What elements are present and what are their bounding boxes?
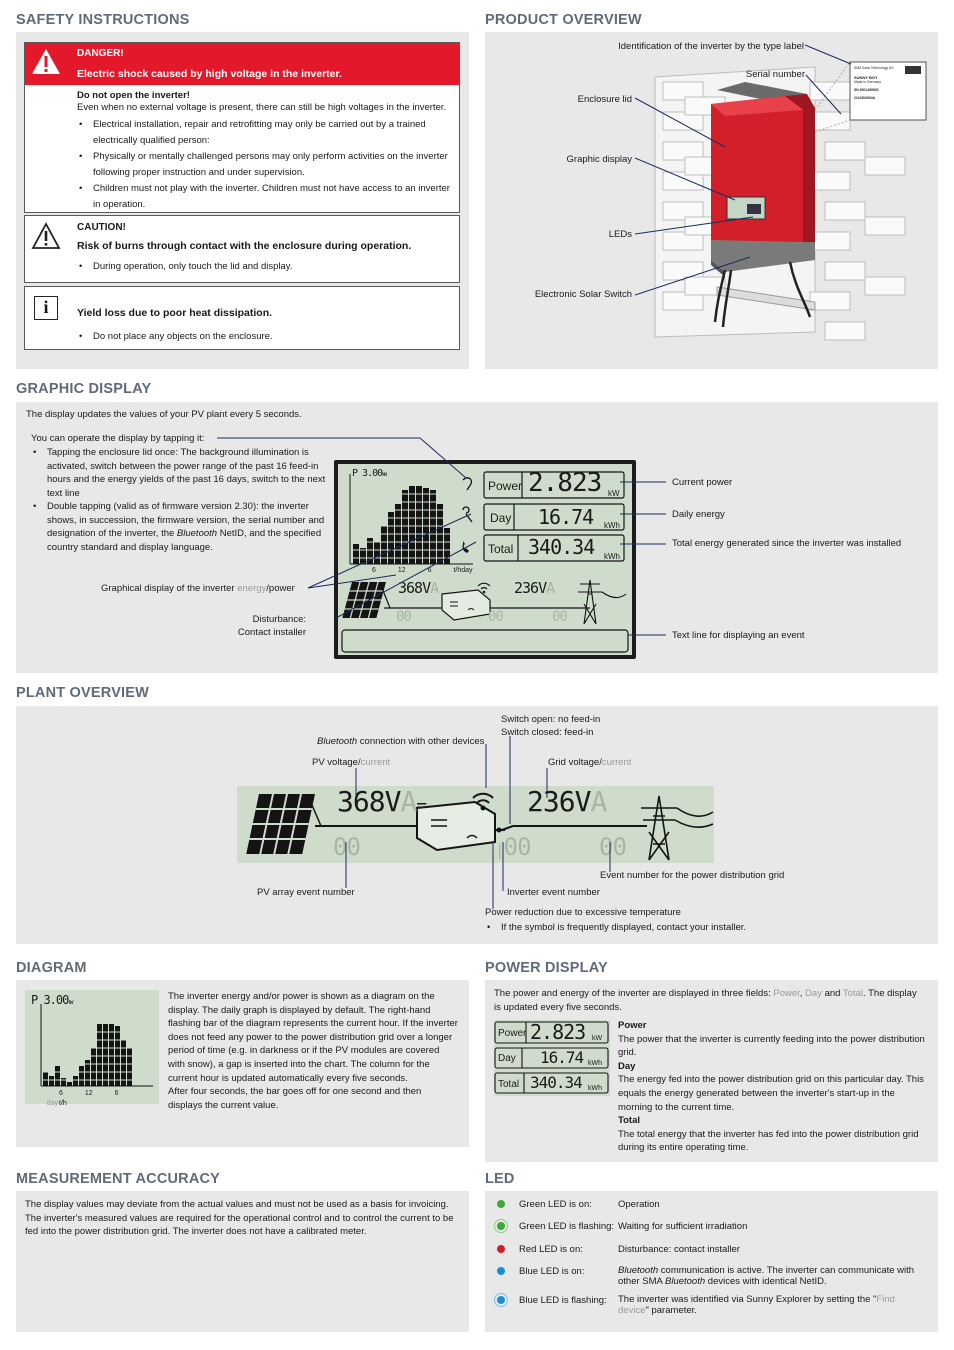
power-descriptions: [618, 1019, 930, 1155]
section-title-product: PRODUCT OVERVIEW: [485, 12, 642, 28]
measurement-panel: [16, 1191, 469, 1332]
label-grid-event: Event number for the power distribution grid: [600, 870, 785, 881]
label-disturbance: Disturbance: Contact installer: [237, 614, 306, 639]
label-switch-closed: Switch closed: feed-in: [501, 727, 594, 738]
diagram-x-axis: 6 12 6 t/hday: [46, 1090, 119, 1107]
power-lcd-total-value: 340.34: [530, 1073, 582, 1092]
display-grid-voltage: 236VA: [514, 579, 555, 597]
display-inverter-event: 00: [488, 609, 503, 625]
diagram-scale: P 3.00kW: [31, 993, 73, 1007]
display-day-unit: kWh: [604, 521, 620, 530]
danger-label: DANGER!: [77, 48, 124, 59]
plant-pv-voltage: 368VA=: [337, 785, 427, 818]
total-desc: The total energy that the inverter has fed into the power distribution grid during its entire operating time.: [618, 1128, 919, 1154]
caution-headline: Risk of burns through contact with the enclosure during operation.: [77, 240, 412, 252]
plant-grid-voltage: 236VA: [527, 785, 607, 818]
list-item: • Double tapping (valid as of firmware version 2.30): the inverter shows, in succession, the firmware version, the serial number and designation of the inverter, the Bluetooth NetID, and the specified country standard and display language.: [31, 500, 329, 554]
safety-panel: [16, 32, 469, 369]
danger-headline: Electric shock caused by high voltage in the inverter.: [77, 68, 342, 80]
label-graphical-display: Graphical display of the inverter energy/power: [101, 583, 295, 594]
power-lcd-power-label: Power: [498, 1028, 527, 1039]
plant-temp-list: [485, 921, 746, 934]
label-leds: LEDs: [608, 229, 632, 240]
list-item: • Electrical installation, repair and retrofitting may only be carried out by a trained electrically qualified person:: [77, 117, 457, 149]
label-pv-voltage: PV voltage/current: [312, 757, 391, 768]
green-led-flashing-icon: [497, 1222, 505, 1230]
label-serial-number: Serial number: [745, 69, 805, 80]
danger-intro: Even when no external voltage is present, there can still be high voltages in the inverter.: [77, 102, 447, 113]
display-day-value: 16.74: [538, 505, 594, 529]
power-lcd-total-unit: kWh: [588, 1085, 602, 1092]
danger-header: [25, 43, 459, 85]
graphic-operate: You can operate the display by tapping it:: [31, 433, 205, 444]
display-pv-event: 00: [396, 609, 411, 625]
list-item: • If the symbol is frequently displayed, contact your installer.: [485, 921, 746, 934]
notice-box: [24, 286, 460, 350]
graphic-panel: [16, 402, 938, 673]
label-total-energy: Total energy generated since the inverter was installed: [672, 538, 902, 549]
list-item: • Physically or mentally challenged persons may only perform activities on the inverter following proper instruction and under supervision.: [77, 149, 457, 181]
warning-icon: [31, 48, 61, 76]
green-led-icon: [497, 1200, 505, 1208]
section-title-graphic: GRAPHIC DISPLAY: [16, 381, 152, 397]
label-inverter-event: Inverter event number: [507, 887, 600, 898]
power-lcd-day-value: 16.74: [540, 1048, 584, 1067]
led-row-blue-on: Blue LED is on: Bluetooth communication is active. The inverter can communicate with other SMA Bluetooth devices with identical NetID.: [497, 1265, 927, 1289]
power-lcd-day-label: Day: [498, 1053, 516, 1064]
section-title-plant: PLANT OVERVIEW: [16, 685, 150, 701]
plant-callout-lines: [16, 706, 938, 944]
display-pv-voltage: 368VA: [398, 579, 439, 597]
label-enclosure-lid: Enclosure lid: [577, 94, 632, 105]
diagram-lcd: [25, 990, 159, 1107]
danger-subhead: Do not open the inverter!: [77, 90, 190, 101]
display-total-value: 340.34: [528, 535, 595, 559]
power-lcd: [494, 1020, 610, 1096]
label-grid-voltage: Grid voltage/current: [548, 757, 632, 768]
label-bluetooth-connection: Bluetooth connection with other devices: [317, 736, 485, 747]
label-switch-open: Switch open: no feed-in: [501, 714, 601, 725]
caution-icon: [31, 222, 61, 250]
list-item: • Children must not play with the inverter. Children must not have access to an inverter in operation.: [77, 181, 457, 213]
label-pv-array-event: PV array event number: [257, 887, 355, 898]
label-graphic-display: Graphic display: [566, 154, 632, 165]
display-power-unit: kW: [608, 489, 620, 498]
plant-inverter-event: |00: [495, 833, 531, 861]
display-total-label: Total: [488, 542, 514, 556]
label-electronic-solar-switch: Electronic Solar Switch: [534, 289, 632, 300]
label-daily-energy: Daily energy: [672, 509, 725, 520]
section-title-diagram: DIAGRAM: [16, 960, 87, 976]
label-power-reduction: Power reduction due to excessive temperature: [485, 907, 681, 918]
day-term: Day: [618, 1060, 636, 1072]
section-title-measurement: MEASUREMENT ACCURACY: [16, 1171, 221, 1187]
display-grid-event: 00: [552, 609, 567, 625]
display-x-axis: 6 12 6 t/hday: [372, 567, 473, 574]
total-term: Total: [618, 1115, 640, 1127]
caution-label: CAUTION!: [77, 222, 126, 233]
notice-headline: Yield loss due to poor heat dissipation.: [77, 307, 273, 319]
danger-box: [24, 42, 460, 213]
power-intro: The power and energy of the inverter are displayed in three fields: Power, Day and Total. The display is updated every five seconds.: [494, 988, 917, 1013]
display-total-unit: kWh: [604, 552, 620, 561]
power-lcd-total-label: Total: [498, 1079, 520, 1090]
list-item: • Tapping the enclosure lid once: The background illumination is activated, switch between the power range of the past 16 feed-in hours and the energy yields of the past 16 days, switch to the next text line: [31, 446, 329, 500]
led-panel: Green LED is on: Operation Green LED is flashing: Waiting for sufficient irradiation Red LED is on: Disturbance: contact installer Blue LED is on: Bluetooth communication is active. The inverter can communicate with other SMA Bluetooth devices with identical NetID. Blue LED is flashing: The inverter was identified via Sunny Explorer by setting the "Find device" parameter.: [485, 1191, 938, 1332]
notice-list: [77, 330, 273, 343]
caution-box: [24, 215, 460, 283]
graphic-intro: The display updates the values of your PV plant every 5 seconds.: [26, 409, 302, 420]
red-led-icon: [497, 1245, 505, 1253]
list-item: • Do not place any objects on the enclosure.: [77, 330, 273, 343]
display-scale: P 3.00kW: [352, 468, 387, 479]
power-lcd-power-unit: kW: [592, 1035, 603, 1042]
power-lcd-power-value: 2.823: [530, 1020, 586, 1044]
display-day-label: Day: [490, 511, 512, 525]
list-item: • During operation, only touch the lid and display.: [77, 260, 292, 273]
display-power-label: Power: [488, 479, 523, 493]
power-panel: [485, 980, 938, 1162]
day-desc: The energy fed into the power distribution grid on this particular day. This equals the energy generated between the inverter's start-up in the morning to the current time.: [618, 1074, 924, 1113]
led-row-blue-flashing: Blue LED is flashing: The inverter was identified via Sunny Explorer by setting the "Find device" parameter.: [497, 1294, 927, 1318]
danger-list: [77, 117, 457, 213]
label-type-label: Identification of the inverter by the type label: [618, 41, 804, 52]
plant-grid-event: 00: [599, 833, 626, 861]
caution-list: [77, 260, 292, 273]
plant-pv-event: 00: [333, 833, 360, 861]
label-current-power: Current power: [672, 477, 733, 488]
display-power-value: 2.823: [528, 468, 602, 498]
blue-led-icon: [497, 1267, 505, 1275]
plant-panel: [16, 706, 938, 944]
power-lcd-day-unit: kWh: [588, 1060, 602, 1067]
power-term: Power: [618, 1020, 647, 1031]
section-title-power: POWER DISPLAY: [485, 960, 608, 976]
label-text-line: Text line for displaying an event: [672, 630, 805, 641]
power-desc: The power that the inverter is currently feeding into the power distribution grid.: [618, 1033, 925, 1059]
diagram-panel: [16, 980, 469, 1147]
diagram-text: The inverter energy and/or power is shown as a diagram on the display. The daily graph is displayed by default. The right-hand flashing bar of the diagram represents the current hour. If the inverter does not feed any power to the power distribution grid over a longer period of time (e.g. in darkness or if the PV modules are covered with snow), a gap is inserted into the chart. The column for the current hour is updated automatically every five seconds. After four seconds, the bar goes off for one second and then displays the current value.: [168, 991, 458, 1111]
section-title-safety: SAFETY INSTRUCTIONS: [16, 12, 190, 28]
type-label-text: SMA Solar Technology AG SUNNY BOY Made in Germany SN 2001459520 2110304934A: [854, 66, 894, 100]
blue-led-flashing-icon: [497, 1296, 505, 1304]
product-panel: [485, 32, 938, 369]
info-icon: i: [34, 296, 58, 320]
section-title-led: LED: [485, 1171, 515, 1187]
measurement-text: The display values may deviate from the actual values and must not be used as a basis for invoicing. The inverter's measured values are required for the operational control and to control the current to be fed into the power distribution grid. The inverter does not have a calibrated meter.: [25, 1199, 454, 1238]
